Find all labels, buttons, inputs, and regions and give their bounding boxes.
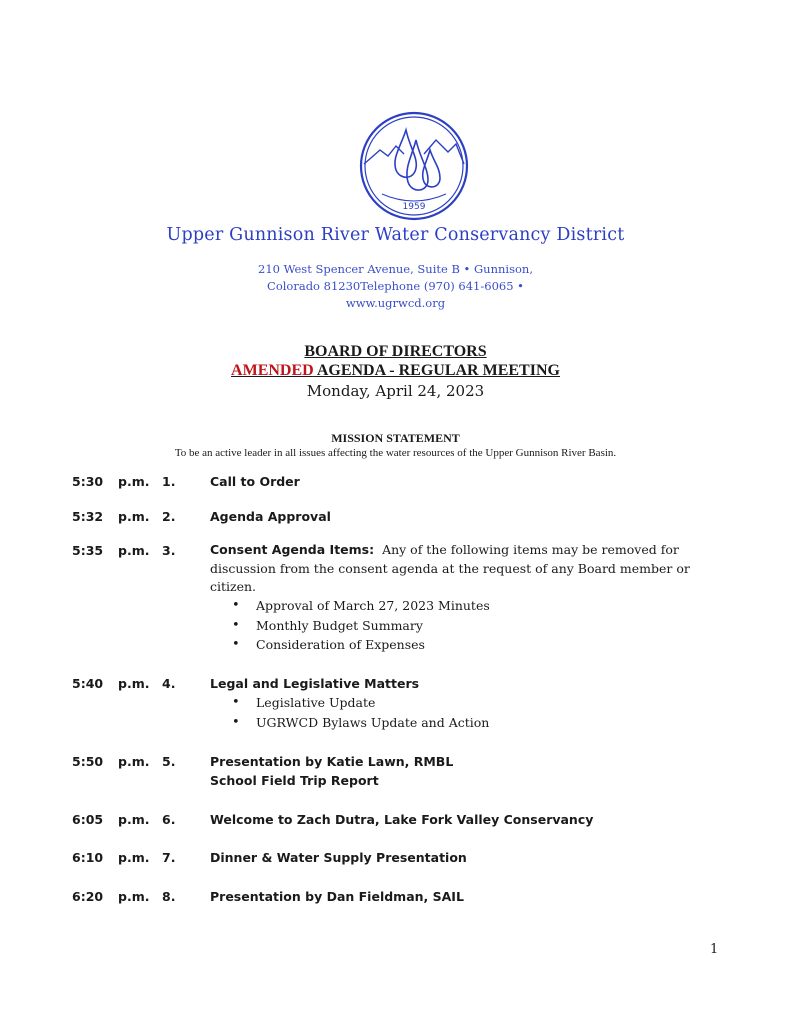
board-heading: BOARD OF DIRECTORS xyxy=(304,343,487,360)
agenda-title-rest: AGENDA - REGULAR MEETING xyxy=(313,362,560,379)
item-ampm: p.m. xyxy=(118,543,150,558)
item-number: 7. xyxy=(162,850,176,865)
item-ampm: p.m. xyxy=(118,812,150,827)
mission-text: To be an active leader in all issues affecting the water resources of the Upper Gunnison River Basin. xyxy=(174,447,617,459)
item-ampm: p.m. xyxy=(118,509,150,524)
item-title: Dinner & Water Supply Presentation xyxy=(210,850,467,865)
item-desc-text: Any of the following items may be removed for discussion from the consent agenda at the request of any Board member or citizen. xyxy=(210,542,690,594)
item-title: Agenda Approval xyxy=(210,509,331,524)
item-title: Welcome to Zach Dutra, Lake Fork Valley Conservancy xyxy=(210,812,594,827)
amended-label: AMENDED xyxy=(231,362,314,379)
item-ampm: p.m. xyxy=(118,754,150,769)
item-title: Presentation by Dan Fieldman, SAIL xyxy=(210,889,464,904)
address-line-2: Colorado 81230Telephone (970) 641-6065 • xyxy=(267,279,524,293)
item-title: Call to Order xyxy=(210,474,300,489)
item-time: 5:50 xyxy=(72,754,104,769)
item-subtitle: School Field Trip Report xyxy=(210,773,379,788)
item-number: 6. xyxy=(162,812,176,827)
item-time: 6:05 xyxy=(72,812,104,827)
item-time: 6:20 xyxy=(72,889,104,904)
item-description xyxy=(210,541,700,597)
bullet-item: • Consideration of Expenses xyxy=(232,635,490,655)
item-title: Presentation by Katie Lawn, RMBL xyxy=(210,754,454,769)
item-title: Legal and Legislative Matters xyxy=(210,676,420,691)
bullet-item: • Approval of March 27, 2023 Minutes xyxy=(232,596,490,616)
item-ampm: p.m. xyxy=(118,850,150,865)
item-title: Consent Agenda Items: xyxy=(210,542,375,557)
item-time: 5:32 xyxy=(72,509,104,524)
item-number: 4. xyxy=(162,676,176,691)
item-number: 2. xyxy=(162,509,176,524)
item-time: 6:10 xyxy=(72,850,104,865)
item-time: 5:40 xyxy=(72,676,104,691)
page-number: 1 xyxy=(710,942,719,957)
meeting-date: Monday, April 24, 2023 xyxy=(306,382,485,400)
bullet-item: • Legislative Update xyxy=(232,693,489,713)
website-link[interactable]: www.ugrwcd.org xyxy=(345,296,446,310)
item-time: 5:30 xyxy=(72,474,104,489)
item-number: 1. xyxy=(162,474,176,489)
bullet-item: • Monthly Budget Summary xyxy=(232,616,490,636)
item-number: 3. xyxy=(162,543,176,558)
item-ampm: p.m. xyxy=(118,676,150,691)
item-ampm: p.m. xyxy=(118,889,150,904)
org-name: Upper Gunnison River Water Conservancy District xyxy=(166,225,625,245)
agenda-title xyxy=(0,362,791,380)
item-time: 5:35 xyxy=(72,543,104,558)
bullet-item: • UGRWCD Bylaws Update and Action xyxy=(232,713,489,733)
item-bullet-list xyxy=(232,596,490,655)
item-number: 5. xyxy=(162,754,176,769)
item-number: 8. xyxy=(162,889,176,904)
logo-year: 1959 xyxy=(402,202,426,212)
district-logo xyxy=(358,110,470,222)
address-line-1: 210 West Spencer Avenue, Suite B • Gunnison, xyxy=(258,262,533,276)
mission-heading: MISSION STATEMENT xyxy=(331,431,460,445)
item-ampm: p.m. xyxy=(118,474,150,489)
item-bullet-list xyxy=(232,693,489,732)
